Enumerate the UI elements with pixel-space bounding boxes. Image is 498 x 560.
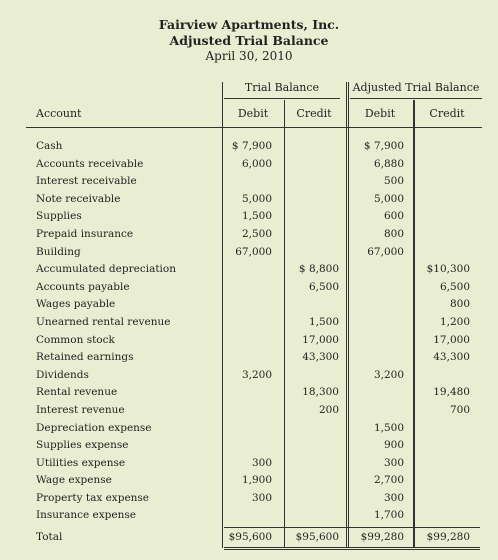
table-row	[0, 279, 498, 297]
atb-debit-value: 900	[383, 439, 404, 452]
account-name: Supplies	[36, 210, 82, 223]
total-label: Total	[36, 531, 63, 544]
atb-credit-value: 800	[449, 298, 470, 311]
atb-debit-value: 300	[383, 456, 404, 469]
group-underline-adjusted	[350, 98, 482, 99]
account-rows	[0, 138, 498, 547]
tb-debit-value: 3,200	[241, 368, 272, 381]
table-row	[0, 472, 498, 490]
table-row	[0, 384, 498, 402]
atb-debit-value: 6,880	[373, 157, 404, 170]
column-header-tb-debit: Debit	[237, 107, 269, 120]
account-name: Common stock	[36, 333, 115, 346]
statement-date: April 30, 2010	[205, 49, 293, 63]
atb-credit-value: 43,300	[433, 351, 470, 364]
account-name: Supplies expense	[36, 439, 129, 452]
table-row	[0, 455, 498, 473]
atb-credit-value: 700	[449, 403, 470, 416]
table-row	[0, 349, 498, 367]
tb-debit-total: $95,600	[228, 531, 272, 544]
table-row	[0, 261, 498, 279]
atb-credit-value: 19,480	[433, 386, 470, 399]
account-name: Retained earnings	[36, 351, 134, 364]
table-row	[0, 437, 498, 455]
column-header-account: Account	[36, 107, 82, 120]
atb-credit-value: 17,000	[433, 333, 470, 346]
table-row	[0, 244, 498, 262]
group-adjusted-trial-balance: Adjusted Trial Balance	[352, 81, 480, 94]
tb-credit-value: 43,300	[302, 351, 339, 364]
account-name: Prepaid insurance	[36, 227, 134, 240]
total-row	[0, 529, 498, 547]
account-name: Wage expense	[36, 474, 112, 487]
table-row	[0, 208, 498, 226]
atb-debit-total: $99,280	[360, 531, 404, 544]
account-name: Wages payable	[36, 298, 116, 311]
table-row	[0, 138, 498, 156]
account-name: Property tax expense	[36, 491, 150, 504]
statement-title: Adjusted Trial Balance	[169, 33, 329, 48]
column-header-atb-credit: Credit	[429, 107, 465, 120]
tb-credit-value: 18,300	[302, 386, 339, 399]
tb-debit-value: 300	[251, 456, 272, 469]
account-name: Accumulated depreciation	[36, 263, 176, 276]
table-row	[0, 420, 498, 438]
total-rule-top	[224, 527, 480, 528]
tb-debit-value: 5,000	[241, 192, 272, 205]
tb-debit-value: 2,500	[241, 227, 272, 240]
account-name: Note receivable	[36, 192, 121, 205]
account-name: Rental revenue	[36, 386, 118, 399]
atb-debit-value: 5,000	[373, 192, 404, 205]
atb-debit-value: 1,500	[373, 421, 404, 434]
atb-debit-value: 800	[383, 227, 404, 240]
total-rule-bottom-1	[224, 547, 480, 548]
account-name: Insurance expense	[36, 509, 136, 522]
account-name: Unearned rental revenue	[36, 315, 171, 328]
tb-debit-value: $ 7,900	[231, 140, 272, 152]
tb-debit-value: 1,900	[241, 474, 272, 487]
column-header-tb-credit: Credit	[296, 107, 332, 120]
tb-credit-value: 17,000	[302, 333, 339, 346]
account-name: Interest receivable	[36, 175, 137, 188]
company-name: Fairview Apartments, Inc.	[158, 17, 340, 32]
atb-debit-value: 3,200	[373, 368, 404, 381]
tb-debit-value: 67,000	[235, 245, 272, 258]
account-name: Interest revenue	[36, 403, 125, 416]
account-name: Utilities expense	[36, 456, 126, 469]
atb-debit-value: 600	[383, 210, 404, 223]
atb-debit-value: 2,700	[373, 474, 404, 487]
column-header-atb-debit: Debit	[364, 107, 396, 120]
atb-credit-total: $99,280	[426, 531, 470, 544]
table-row	[0, 507, 498, 525]
tb-debit-value: 1,500	[241, 210, 272, 223]
tb-debit-value: 300	[251, 491, 272, 504]
statement-header	[0, 0, 498, 74]
table-row	[0, 402, 498, 420]
account-name: Accounts payable	[36, 280, 130, 293]
total-rule-bottom-2	[224, 549, 480, 550]
account-name: Building	[36, 245, 81, 258]
atb-debit-value: $ 7,900	[363, 140, 404, 152]
tb-credit-value: $ 8,800	[298, 263, 339, 276]
atb-credit-value: 1,200	[439, 315, 470, 328]
atb-credit-value: $10,300	[426, 263, 470, 276]
table-row	[0, 296, 498, 314]
group-underline-trial	[224, 98, 340, 99]
tb-credit-total: $95,600	[295, 531, 339, 544]
atb-debit-value: 300	[383, 491, 404, 504]
table-row	[0, 490, 498, 508]
table-row	[0, 191, 498, 209]
table-row	[0, 332, 498, 350]
atb-debit-value: 1,700	[373, 509, 404, 522]
table-row	[0, 173, 498, 191]
tb-credit-value: 6,500	[308, 280, 339, 293]
account-name: Dividends	[36, 368, 89, 381]
atb-credit-value: 6,500	[439, 280, 470, 293]
atb-debit-value: 67,000	[367, 245, 404, 258]
table-row	[0, 226, 498, 244]
account-name: Accounts receivable	[36, 157, 144, 170]
tb-debit-value: 6,000	[241, 157, 272, 170]
table-row	[0, 156, 498, 174]
account-name: Depreciation expense	[36, 421, 152, 434]
atb-debit-value: 500	[383, 175, 404, 188]
tb-credit-value: 200	[318, 403, 339, 416]
group-trial-balance: Trial Balance	[244, 81, 320, 94]
table-row	[0, 314, 498, 332]
table-row	[0, 367, 498, 385]
account-name: Cash	[36, 140, 63, 152]
tb-credit-value: 1,500	[308, 315, 339, 328]
